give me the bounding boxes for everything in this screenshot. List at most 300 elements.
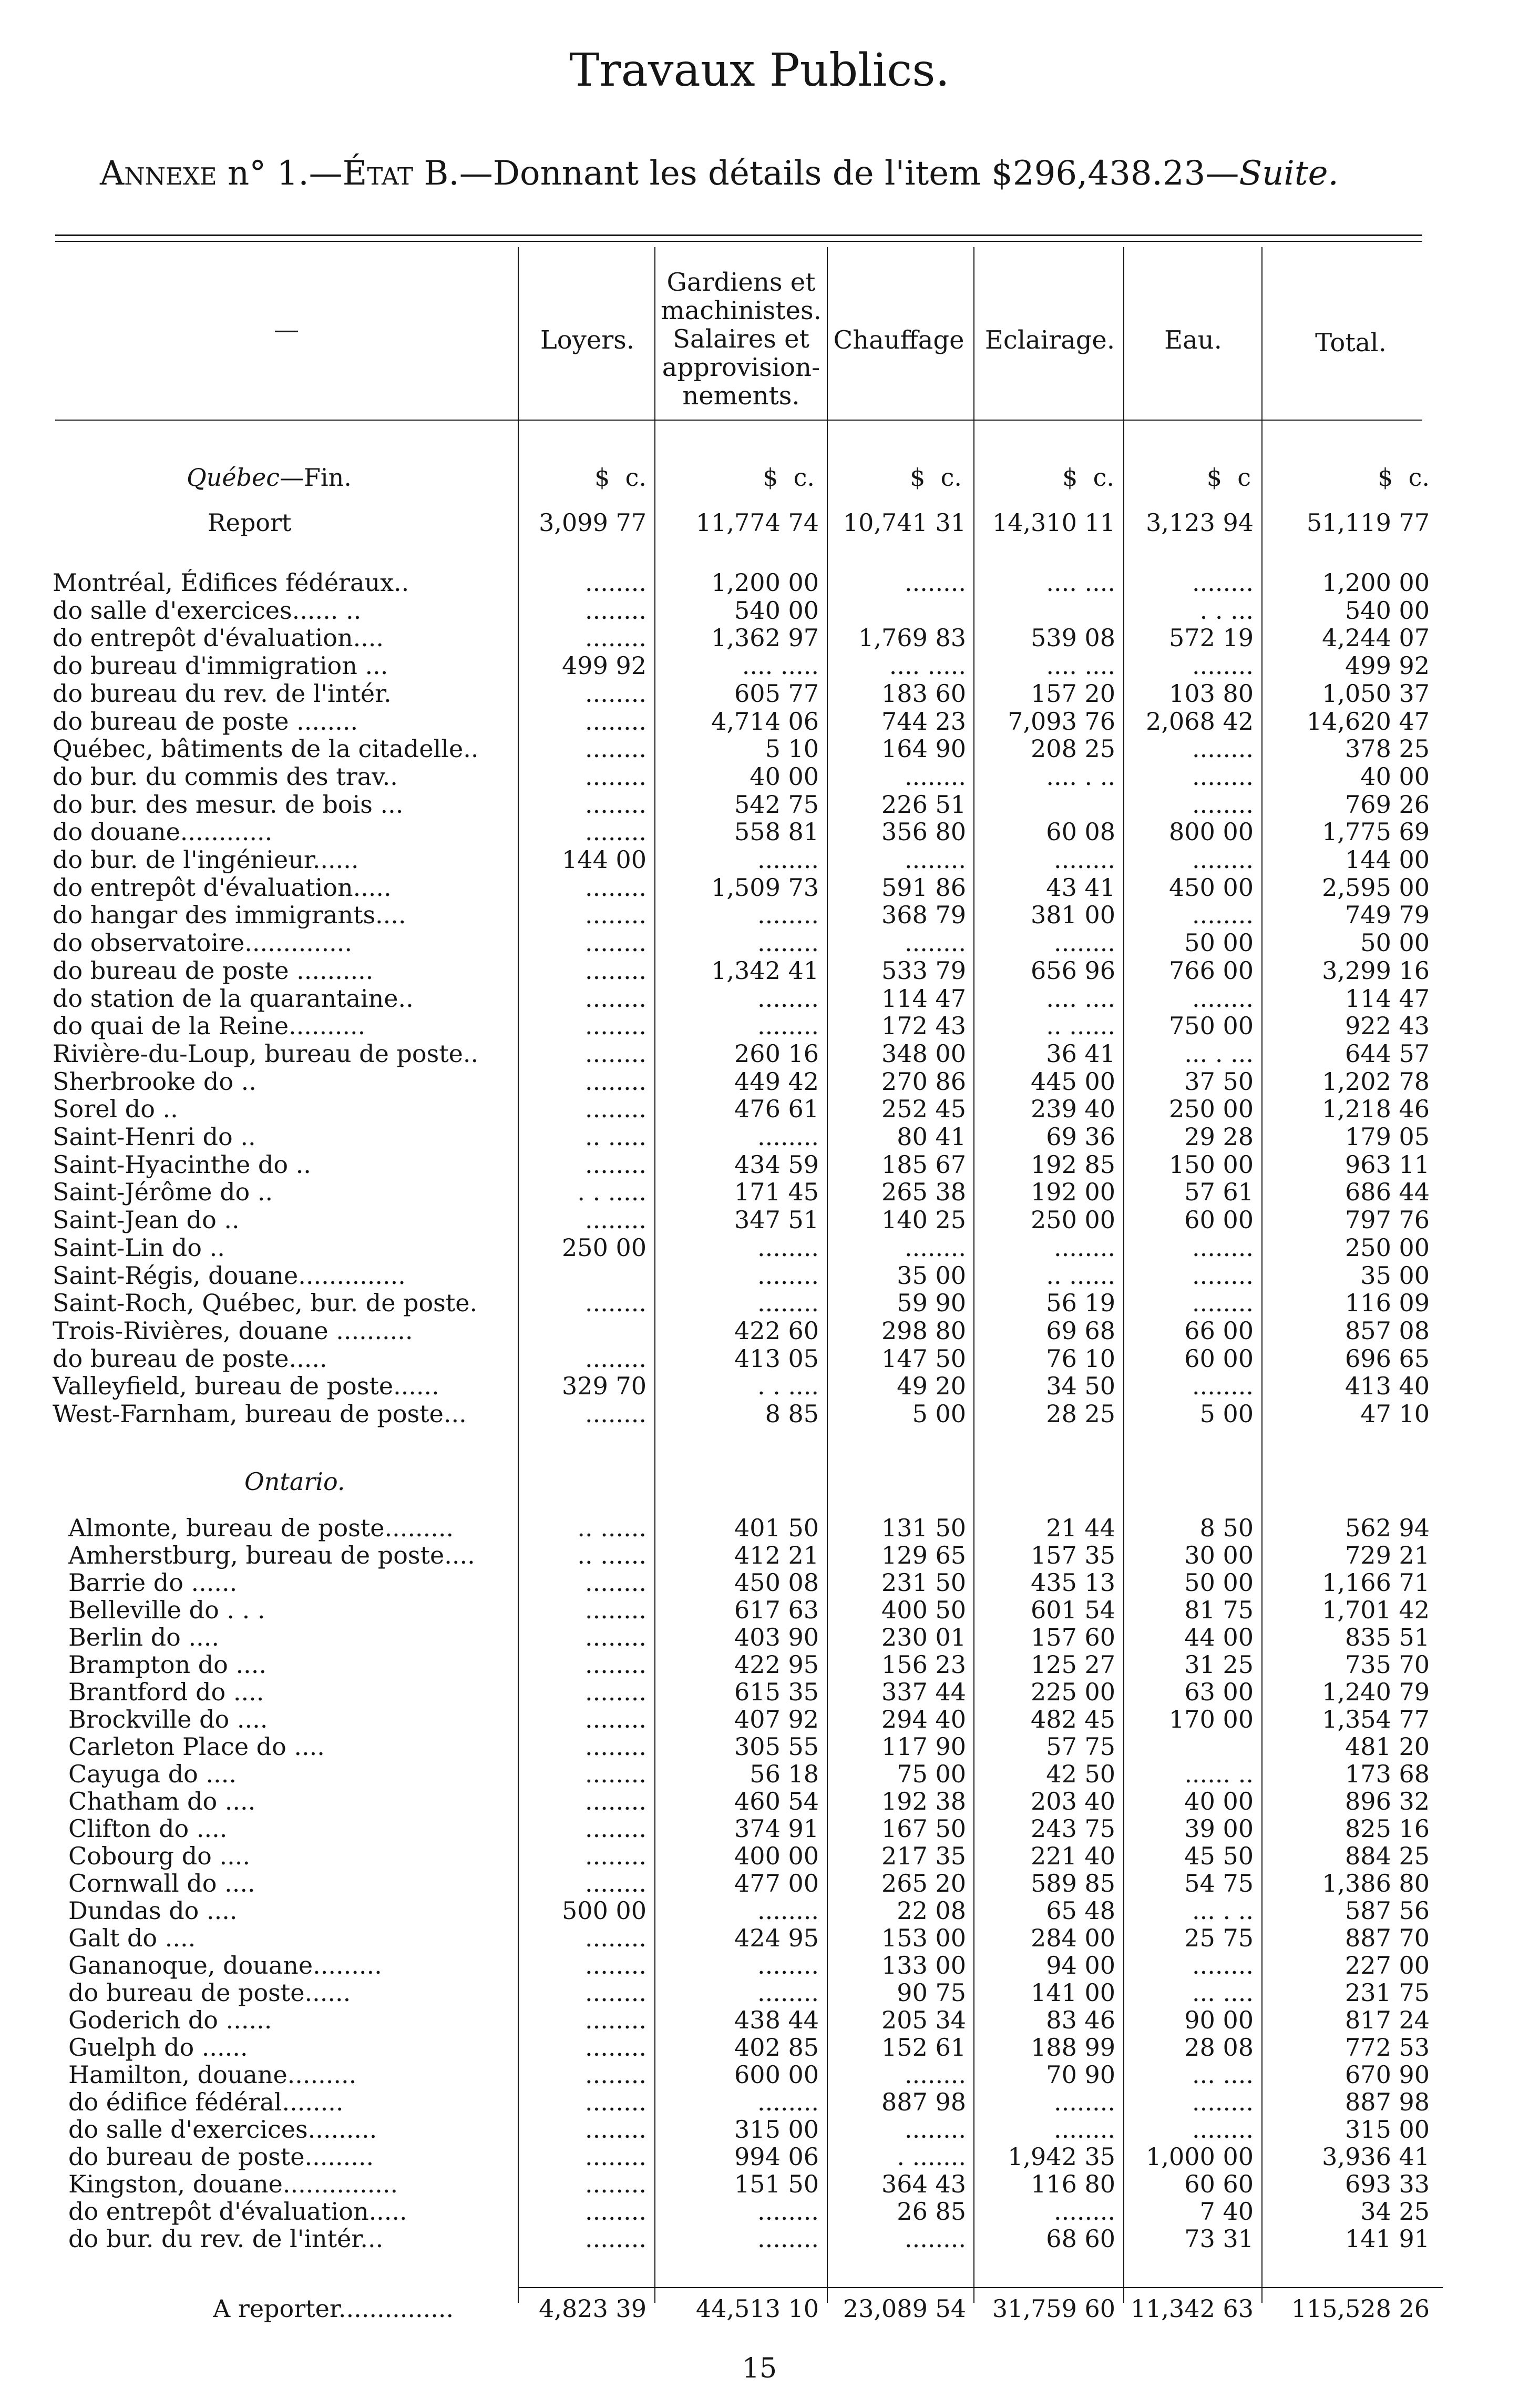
row-label: do bur. du rev. de l'intér... xyxy=(68,2225,384,2252)
cell-eclairage: 601 54 xyxy=(1031,1596,1115,1624)
cell-eclairage: 445 00 xyxy=(1031,1067,1115,1096)
cell-gardiens: 56 18 xyxy=(750,1760,819,1788)
cell-chauffage: 252 45 xyxy=(881,1095,966,1124)
table-row xyxy=(0,2088,1519,2116)
table-row xyxy=(0,2034,1519,2061)
cell-eclairage: 43 41 xyxy=(1046,873,1115,902)
cell-gardiens: 407 92 xyxy=(734,1705,819,1733)
cell-eclairage: .... .... xyxy=(1046,984,1115,1013)
table-row xyxy=(0,1870,1519,1897)
cell-loyers: ........ xyxy=(585,984,646,1013)
cell-chauffage: 231 50 xyxy=(881,1568,966,1597)
cell-eau: 2,068 42 xyxy=(1146,707,1254,736)
cell-eclairage: 192 00 xyxy=(1031,1178,1115,1207)
cell-eclairage: 94 00 xyxy=(1046,1951,1115,1980)
cell-eau: 1,000 00 xyxy=(1146,2142,1254,2171)
cell-chauffage: 368 79 xyxy=(881,901,966,930)
row-label: Cornwall do .... xyxy=(68,1870,255,1897)
cell-eclairage: 482 45 xyxy=(1031,1705,1115,1733)
cell-total: 835 51 xyxy=(1345,1623,1430,1651)
table-row xyxy=(0,846,1519,873)
cell-eclairage: 157 60 xyxy=(1031,1623,1115,1651)
cell-chauffage: 172 43 xyxy=(881,1012,966,1040)
cell-gardiens: 422 60 xyxy=(734,1316,819,1345)
cell-loyers: ........ xyxy=(585,928,646,957)
row-label: Sorel do .. xyxy=(53,1095,178,1123)
cell-chauffage: 265 20 xyxy=(881,1869,966,1897)
cell-total: 116 09 xyxy=(1345,1289,1430,1318)
cell-gardiens: 434 59 xyxy=(734,1150,819,1179)
cell-chauffage: 80 41 xyxy=(897,1123,966,1151)
cell-eclairage: 56 19 xyxy=(1046,1289,1115,1318)
cell-gardiens: ........ xyxy=(757,2197,819,2226)
cell-eau: ........ xyxy=(1192,762,1254,791)
cell-chauffage: 265 38 xyxy=(881,1178,966,1207)
cell-loyers: ........ xyxy=(585,734,646,763)
cell-total: 797 76 xyxy=(1345,1206,1430,1234)
cell-loyers: 329 70 xyxy=(562,1372,646,1401)
eclairage-unit: $ c. xyxy=(1062,463,1114,492)
cell-gardiens: .... ..... xyxy=(742,651,819,680)
cell-chauffage: ........ xyxy=(905,928,966,957)
cell-eau: 29 28 xyxy=(1184,1123,1254,1151)
cell-gardiens: 615 35 xyxy=(734,1678,819,1706)
cell-eau: ... .... xyxy=(1192,1978,1254,2007)
cell-eau: ........ xyxy=(1192,1951,1254,1980)
cell-eau: ........ xyxy=(1192,901,1254,930)
cell-eau: 766 00 xyxy=(1169,956,1254,985)
cell-chauffage: 270 86 xyxy=(881,1067,966,1096)
cell-eau: 90 00 xyxy=(1184,2006,1254,2034)
table-row xyxy=(0,1651,1519,1678)
top-rule xyxy=(55,234,1422,236)
cell-chauffage: 114 47 xyxy=(881,984,966,1013)
cell-total: 963 11 xyxy=(1345,1150,1430,1179)
table-row xyxy=(0,874,1519,901)
cell-chauffage: 164 90 xyxy=(881,734,966,763)
cell-loyers: . . ..... xyxy=(577,1178,646,1207)
cell-gardiens: 4,714 06 xyxy=(711,707,819,736)
cell-chauffage: 140 25 xyxy=(881,1206,966,1234)
cell-loyers: ........ xyxy=(585,1095,646,1124)
table-row xyxy=(0,1206,1519,1233)
table-row xyxy=(0,1542,1519,1569)
cell-eau: 45 50 xyxy=(1184,1842,1254,1870)
table-row xyxy=(0,2116,1519,2143)
cell-loyers: ........ xyxy=(585,624,646,652)
cell-loyers: ........ xyxy=(585,2197,646,2226)
cell-loyers: ........ xyxy=(585,679,646,708)
cell-eau: ... . ... xyxy=(1184,1039,1254,1068)
cell-total: 227 00 xyxy=(1345,1951,1430,1980)
cell-eclairage: 141 00 xyxy=(1031,1978,1115,2007)
cell-total: 3,936 41 xyxy=(1322,2142,1430,2171)
cell-gardiens: 477 00 xyxy=(734,1869,819,1897)
row-label: Hamilton, douane......... xyxy=(68,2061,357,2088)
table-row xyxy=(0,569,1519,596)
cell-loyers: ........ xyxy=(585,2033,646,2062)
cell-loyers: ........ xyxy=(585,1650,646,1679)
row-label: do bureau de poste ........ xyxy=(53,707,358,735)
cell-eclairage: 589 85 xyxy=(1031,1869,1115,1897)
cell-eclairage: 656 96 xyxy=(1031,956,1115,985)
cell-eclairage: 31,759 60 xyxy=(992,2294,1115,2323)
cell-loyers: ........ xyxy=(585,1400,646,1428)
cell-gardiens: 600 00 xyxy=(734,2060,819,2089)
cell-total: 14,620 47 xyxy=(1306,707,1430,736)
row-label: Cayuga do .... xyxy=(68,1760,237,1788)
cell-gardiens: . . .... xyxy=(757,1372,819,1401)
header-rule xyxy=(55,420,1422,421)
cell-loyers: ........ xyxy=(585,2060,646,2089)
cell-chauffage: 23,089 54 xyxy=(843,2294,966,2323)
table-row xyxy=(0,957,1519,984)
cell-loyers: ........ xyxy=(585,873,646,902)
table-row xyxy=(0,624,1519,651)
cell-chauffage: 298 80 xyxy=(881,1316,966,1345)
table-row xyxy=(0,1952,1519,1979)
cell-gardiens: 424 95 xyxy=(734,1924,819,1952)
row-label: do quai de la Reine.......... xyxy=(53,1012,366,1040)
cell-total: 693 33 xyxy=(1345,2170,1430,2198)
cell-total: 749 79 xyxy=(1345,901,1430,930)
cell-loyers: ........ xyxy=(585,1150,646,1179)
cell-gardiens: 5 10 xyxy=(765,734,819,763)
cell-loyers: ........ xyxy=(585,956,646,985)
cell-chauffage: 364 43 xyxy=(881,2170,966,2198)
table-row xyxy=(0,1151,1519,1178)
row-label: Saint-Régis, douane.............. xyxy=(53,1261,406,1289)
row-label: do observatoire.............. xyxy=(53,929,352,957)
cell-eau: . . ... xyxy=(1199,596,1254,625)
cell-loyers: 144 00 xyxy=(562,845,646,874)
cell-gardiens: 171 45 xyxy=(734,1178,819,1207)
cell-loyers: ........ xyxy=(585,818,646,846)
table-row xyxy=(0,1400,1519,1427)
row-label: do bur. du commis des trav.. xyxy=(53,762,398,790)
eau-unit: $ c xyxy=(1206,463,1251,492)
cell-total: 50 00 xyxy=(1360,928,1430,957)
cell-eclairage: 69 36 xyxy=(1046,1123,1115,1151)
cell-eclairage: 21 44 xyxy=(1046,1514,1115,1542)
cell-loyers: ........ xyxy=(585,2115,646,2144)
cell-eclairage: 42 50 xyxy=(1046,1760,1115,1788)
cell-total: 1,775 69 xyxy=(1322,818,1430,846)
cell-loyers: ........ xyxy=(585,1787,646,1815)
row-label: Sherbrooke do .. xyxy=(53,1067,256,1095)
table-row xyxy=(0,1596,1519,1624)
eau-column-header: Eau. xyxy=(1164,325,1222,355)
table-row xyxy=(0,652,1519,679)
row-label: do salle d'exercices...... .. xyxy=(53,596,362,624)
cell-eclairage: ........ xyxy=(1054,2115,1115,2144)
cell-total: 817 24 xyxy=(1345,2006,1430,2034)
page-title: Travaux Publics. xyxy=(569,44,950,97)
cell-loyers: ........ xyxy=(585,1842,646,1870)
cell-eau: 60 00 xyxy=(1184,1344,1254,1373)
cell-gardiens: ........ xyxy=(757,984,819,1013)
cell-total: 2,595 00 xyxy=(1322,873,1430,902)
loyers-column-header: Loyers. xyxy=(540,325,635,355)
cell-gardiens: ........ xyxy=(757,1951,819,1980)
row-label: Trois-Rivières, douane .......... xyxy=(53,1317,413,1344)
cell-total: 250 00 xyxy=(1345,1233,1430,1262)
cell-chauffage: 533 79 xyxy=(881,956,966,985)
cell-chauffage: . ....... xyxy=(897,2142,966,2171)
cell-eclairage: .. ...... xyxy=(1046,1261,1115,1290)
cell-total: 769 26 xyxy=(1345,790,1430,819)
row-label: do édifice fédéral........ xyxy=(68,2088,344,2116)
row-label: Barrie do ...... xyxy=(68,1569,238,1596)
cell-loyers: 499 92 xyxy=(562,651,646,680)
cell-loyers: ........ xyxy=(585,901,646,930)
cell-chauffage: 192 38 xyxy=(881,1787,966,1815)
row-label: do salle d'exercices......... xyxy=(68,2116,377,2143)
row-label: do bureau d'immigration ... xyxy=(53,652,388,680)
cell-total: 378 25 xyxy=(1345,734,1430,763)
cell-eau: ........ xyxy=(1192,1289,1254,1318)
cell-loyers: .. ...... xyxy=(577,1541,646,1569)
cell-eau: 450 00 xyxy=(1169,873,1254,902)
cell-eau: 103 80 xyxy=(1169,679,1254,708)
cell-chauffage: 226 51 xyxy=(881,790,966,819)
cell-gardiens: ........ xyxy=(757,1896,819,1925)
report-row xyxy=(0,509,1519,536)
cell-total: 114 47 xyxy=(1345,984,1430,1013)
row-label: Saint-Lin do .. xyxy=(53,1233,225,1261)
cell-total: 1,218 46 xyxy=(1322,1095,1430,1124)
cell-loyers: 4,823 39 xyxy=(539,2294,646,2323)
cell-chauffage: ........ xyxy=(905,762,966,791)
row-label: Saint-Roch, Québec, bur. de poste. xyxy=(53,1289,478,1317)
annexe-suite: Suite. xyxy=(1239,154,1339,193)
table-row xyxy=(0,680,1519,707)
cell-chauffage: 230 01 xyxy=(881,1623,966,1651)
table-row xyxy=(0,1678,1519,1706)
table-row xyxy=(0,597,1519,624)
cell-total: 857 08 xyxy=(1345,1316,1430,1345)
cell-gardiens: ........ xyxy=(757,2225,819,2253)
table-row xyxy=(0,1289,1519,1317)
cell-loyers: ........ xyxy=(585,2170,646,2198)
table-row xyxy=(0,1178,1519,1206)
cell-eclairage: 221 40 xyxy=(1031,1842,1115,1870)
table-row xyxy=(0,1262,1519,1289)
cell-eau: ........ xyxy=(1192,2115,1254,2144)
row-label: do douane............ xyxy=(53,818,273,846)
cell-eclairage: 57 75 xyxy=(1046,1732,1115,1761)
total-unit: $ c. xyxy=(1378,463,1430,492)
table-row xyxy=(0,1317,1519,1344)
cell-eclairage: 225 00 xyxy=(1031,1678,1115,1706)
cell-chauffage: 348 00 xyxy=(881,1039,966,1068)
cell-eclairage: 125 27 xyxy=(1031,1650,1115,1679)
table-row xyxy=(0,763,1519,790)
row-label: Carleton Place do .... xyxy=(68,1733,325,1760)
cell-chauffage: 294 40 xyxy=(881,1705,966,1733)
cell-gardiens: 422 95 xyxy=(734,1650,819,1679)
cell-eau: 800 00 xyxy=(1169,818,1254,846)
cell-eau: ... . .. xyxy=(1192,1896,1254,1925)
cell-chauffage: 75 00 xyxy=(897,1760,966,1788)
cell-eclairage: 203 40 xyxy=(1031,1787,1115,1815)
cell-eau: 50 00 xyxy=(1184,928,1254,957)
cell-eau: ........ xyxy=(1192,984,1254,1013)
cell-gardiens: ........ xyxy=(757,901,819,930)
cell-eau: 57 61 xyxy=(1184,1178,1254,1207)
cell-loyers: ........ xyxy=(585,2006,646,2034)
cell-eau: ........ xyxy=(1192,1233,1254,1262)
row-label: Galt do .... xyxy=(68,1924,196,1952)
table-row xyxy=(0,985,1519,1012)
cell-total: 179 05 xyxy=(1345,1123,1430,1151)
cell-loyers: ........ xyxy=(585,1732,646,1761)
cell-chauffage: 183 60 xyxy=(881,679,966,708)
cell-gardiens: ........ xyxy=(757,1289,819,1318)
cell-chauffage: 131 50 xyxy=(881,1514,966,1542)
annexe-description: B.—Donnant les détails de l'item $296,438.23— xyxy=(413,154,1239,193)
cell-gardiens: 994 06 xyxy=(734,2142,819,2171)
cell-total: 729 21 xyxy=(1345,1541,1430,1569)
row-label: Goderich do ...... xyxy=(68,2006,272,2034)
row-label: Almonte, bureau de poste......... xyxy=(68,1514,454,1542)
cell-chauffage: 1,769 83 xyxy=(858,624,966,652)
cell-eclairage: 539 08 xyxy=(1031,624,1115,652)
cell-total: 1,050 37 xyxy=(1322,679,1430,708)
cell-total: 34 25 xyxy=(1360,2197,1430,2226)
cell-loyers: ........ xyxy=(585,1039,646,1068)
cell-gardiens: 617 63 xyxy=(734,1596,819,1624)
cell-loyers: .. ..... xyxy=(585,1123,646,1151)
cell-chauffage: 59 90 xyxy=(897,1289,966,1318)
cell-total: 1,386 80 xyxy=(1322,1869,1430,1897)
cell-chauffage: 156 23 xyxy=(881,1650,966,1679)
total-column-header: Total. xyxy=(1315,328,1387,358)
row-label: do bureau de poste .......... xyxy=(53,956,374,984)
table-row xyxy=(0,1733,1519,1760)
cell-loyers: 250 00 xyxy=(562,1233,646,1262)
cell-loyers: .. ...... xyxy=(577,1514,646,1542)
cell-chauffage: 147 50 xyxy=(881,1344,966,1373)
cell-eclairage: ........ xyxy=(1054,1233,1115,1262)
row-label: do entrepôt d'évaluation..... xyxy=(53,873,392,901)
cell-chauffage: ........ xyxy=(905,2225,966,2253)
table-row xyxy=(0,2225,1519,2252)
cell-eclairage: 65 48 xyxy=(1046,1896,1115,1925)
cell-gardiens: 1,509 73 xyxy=(711,873,819,902)
row-label: Belleville do . . . xyxy=(68,1596,265,1624)
cell-loyers: ........ xyxy=(585,1344,646,1373)
cell-total: 47 10 xyxy=(1360,1400,1430,1428)
cell-gardiens: 449 42 xyxy=(734,1067,819,1096)
cell-eclairage: 192 85 xyxy=(1031,1150,1115,1179)
cell-total: 1,354 77 xyxy=(1322,1705,1430,1733)
cell-loyers: ........ xyxy=(585,1951,646,1980)
cell-total: 35 00 xyxy=(1360,1261,1430,1290)
cell-chauffage: 400 50 xyxy=(881,1596,966,1624)
cell-loyers: 500 00 xyxy=(562,1896,646,1925)
cell-eclairage: 381 00 xyxy=(1031,901,1115,930)
cell-eau: ........ xyxy=(1192,734,1254,763)
cell-eclairage: .... .... xyxy=(1046,651,1115,680)
cell-gardiens: 44,513 10 xyxy=(695,2294,819,2323)
cell-chauffage: ........ xyxy=(905,2060,966,2089)
cell-total: 696 65 xyxy=(1345,1344,1430,1373)
row-label: Guelph do ...... xyxy=(68,2034,248,2061)
cell-total: 887 70 xyxy=(1345,1924,1430,1952)
cell-total: 3,299 16 xyxy=(1322,956,1430,985)
table-row xyxy=(0,2143,1519,2170)
cell-gardiens: ........ xyxy=(757,1233,819,1262)
cell-loyers: ........ xyxy=(585,2225,646,2253)
table-row xyxy=(0,708,1519,735)
row-label: do station de la quarantaine.. xyxy=(53,984,414,1012)
cell-total: 825 16 xyxy=(1345,1814,1430,1843)
cell-loyers: ........ xyxy=(585,707,646,736)
cell-chauffage: ........ xyxy=(905,1233,966,1262)
top-rule-thin xyxy=(55,241,1422,242)
cell-eclairage: 157 35 xyxy=(1031,1541,1115,1569)
cell-gardiens: ........ xyxy=(757,845,819,874)
cell-loyers: ........ xyxy=(585,1678,646,1706)
cell-loyers: ........ xyxy=(585,1623,646,1651)
cell-eclairage: 83 46 xyxy=(1046,2006,1115,2034)
cell-gardiens: 8 85 xyxy=(765,1400,819,1428)
section-ontario-heading: Ontario. xyxy=(244,1467,345,1496)
cell-total: 670 90 xyxy=(1345,2060,1430,2089)
table-row xyxy=(0,1569,1519,1596)
cell-gardiens: 305 55 xyxy=(734,1732,819,1761)
cell-eau: 750 00 xyxy=(1169,1012,1254,1040)
cell-gardiens: ........ xyxy=(757,2088,819,2116)
table-row xyxy=(0,2006,1519,2034)
cell-eclairage: 239 40 xyxy=(1031,1095,1115,1124)
label-column-header: — xyxy=(274,315,299,344)
cell-chauffage: 5 00 xyxy=(912,1400,966,1428)
cell-eclairage: 188 99 xyxy=(1031,2033,1115,2062)
cell-gardiens: 542 75 xyxy=(734,790,819,819)
cell-eau: ........ xyxy=(1192,651,1254,680)
cell-loyers: ........ xyxy=(585,1289,646,1318)
row-label: Québec, bâtiments de la citadelle.. xyxy=(53,735,479,763)
cell-total: 896 32 xyxy=(1345,1787,1430,1815)
row-label: A reporter............... xyxy=(213,2295,454,2322)
cell-gardiens: ........ xyxy=(757,1978,819,2007)
cell-total: 173 68 xyxy=(1345,1760,1430,1788)
cell-gardiens: 151 50 xyxy=(734,2170,819,2198)
cell-eclairage: 435 13 xyxy=(1031,1568,1115,1597)
table-row xyxy=(0,1514,1519,1542)
row-label: Amherstburg, bureau de poste.... xyxy=(68,1542,475,1569)
cell-eau: 63 00 xyxy=(1184,1678,1254,1706)
cell-total: 4,244 07 xyxy=(1322,624,1430,652)
cell-total: 1,166 71 xyxy=(1322,1568,1430,1597)
cell-total: 1,202 78 xyxy=(1322,1067,1430,1096)
table-row xyxy=(0,1815,1519,1842)
cell-chauffage: 887 98 xyxy=(881,2088,966,2116)
cell-eau: 81 75 xyxy=(1184,1596,1254,1624)
row-label: Montréal, Édifices fédéraux.. xyxy=(53,569,409,596)
gardiens-column-header: Gardiens et machinistes. Salaires et approvision-nements. xyxy=(661,268,822,411)
table-row xyxy=(0,1068,1519,1095)
cell-eau: 8 50 xyxy=(1199,1514,1254,1542)
cell-loyers: ........ xyxy=(585,1067,646,1096)
cell-eau: 572 19 xyxy=(1169,624,1254,652)
cell-loyers: ........ xyxy=(585,1869,646,1897)
table-row xyxy=(0,1234,1519,1261)
cell-total: 887 98 xyxy=(1345,2088,1430,2116)
cell-eclairage: 284 00 xyxy=(1031,1924,1115,1952)
